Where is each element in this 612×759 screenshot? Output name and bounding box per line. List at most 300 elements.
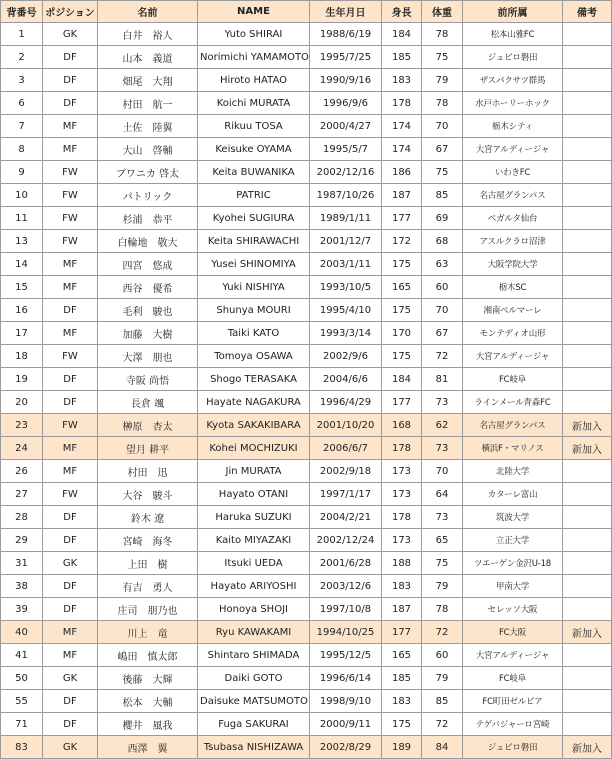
player-birthdate: 2002/8/29 [310,736,382,759]
player-number: 17 [1,322,43,345]
player-note: 新加入 [563,736,612,759]
player-former-club: いわきFC [463,161,563,184]
table-row [1,621,612,644]
player-position: GK [43,552,98,575]
player-height: 188 [382,552,422,575]
player-position: DF [43,299,98,322]
player-name-en: Kaito MIYAZAKI [198,529,310,552]
player-name-jp: 榊原 杏太 [98,414,198,437]
player-birthdate: 2003/12/6 [310,575,382,598]
header-former-club: 前所属 [463,1,563,23]
player-name-en: Yuki NISHIYA [198,276,310,299]
player-number: 41 [1,644,43,667]
player-weight: 73 [422,437,463,460]
player-number: 24 [1,437,43,460]
player-number: 71 [1,713,43,736]
player-height: 186 [382,161,422,184]
player-height: 175 [382,253,422,276]
table-row [1,138,612,161]
player-name-jp: 四宮 悠成 [98,253,198,276]
player-name-en: Norimichi YAMAMOTO [198,46,310,69]
player-name-jp: 山本 義道 [98,46,198,69]
player-weight: 85 [422,690,463,713]
player-height: 173 [382,460,422,483]
table-row [1,644,612,667]
player-name-en: Fuga SAKURAI [198,713,310,736]
table-row [1,23,612,46]
player-height: 178 [382,506,422,529]
player-name-en: Haruka SUZUKI [198,506,310,529]
player-former-club: 大宮アルディージャ [463,138,563,161]
player-birthdate: 2006/6/7 [310,437,382,460]
table-row [1,115,612,138]
player-note [563,391,612,414]
player-note [563,253,612,276]
player-former-club: アスルクラロ沼津 [463,230,563,253]
player-birthdate: 1996/6/14 [310,667,382,690]
table-row [1,437,612,460]
player-birthdate: 2003/1/11 [310,253,382,276]
player-position: DF [43,713,98,736]
player-position: DF [43,46,98,69]
player-former-club: 栃木シティ [463,115,563,138]
player-position: FW [43,161,98,184]
player-former-club: 栃木SC [463,276,563,299]
player-name-jp: 毛利 駿也 [98,299,198,322]
player-height: 175 [382,713,422,736]
player-name-jp: 後藤 大輝 [98,667,198,690]
player-birthdate: 1997/1/17 [310,483,382,506]
player-name-en: Shunya MOURI [198,299,310,322]
player-weight: 78 [422,598,463,621]
player-name-jp: 大谷 駿斗 [98,483,198,506]
player-name-jp: ブワニカ 啓太 [98,161,198,184]
player-former-club: 松本山雅FC [463,23,563,46]
player-weight: 73 [422,506,463,529]
player-position: DF [43,506,98,529]
player-number: 38 [1,575,43,598]
player-weight: 63 [422,253,463,276]
player-position: MF [43,437,98,460]
player-weight: 79 [422,667,463,690]
player-position: DF [43,598,98,621]
player-birthdate: 1989/1/11 [310,207,382,230]
player-note [563,552,612,575]
player-former-club: FC大阪 [463,621,563,644]
table-row [1,690,612,713]
player-position: FW [43,207,98,230]
player-name-en: Honoya SHOJI [198,598,310,621]
player-number: 8 [1,138,43,161]
player-weight: 65 [422,529,463,552]
header-number: 背番号 [1,1,43,23]
player-height: 170 [382,322,422,345]
player-note [563,115,612,138]
player-number: 20 [1,391,43,414]
player-note [563,184,612,207]
player-birthdate: 1997/10/8 [310,598,382,621]
player-height: 183 [382,69,422,92]
player-name-jp: パトリック [98,184,198,207]
player-name-en: Yusei SHINOMIYA [198,253,310,276]
player-name-jp: 土佐 陸翼 [98,115,198,138]
player-name-jp: 有吉 勇人 [98,575,198,598]
player-birthdate: 1993/10/5 [310,276,382,299]
player-height: 165 [382,276,422,299]
table-row [1,299,612,322]
player-note [563,230,612,253]
table-row [1,736,612,759]
player-name-jp: 西澤 翼 [98,736,198,759]
table-row [1,391,612,414]
roster-body [1,23,612,759]
header-weight: 体重 [422,1,463,23]
player-birthdate: 1994/10/25 [310,621,382,644]
player-note [563,368,612,391]
player-name-en: Kohei MOCHIZUKI [198,437,310,460]
player-name-jp: 白井 裕人 [98,23,198,46]
player-name-en: Kyota SAKAKIBARA [198,414,310,437]
player-name-en: Shintaro SHIMADA [198,644,310,667]
player-birthdate: 1993/3/14 [310,322,382,345]
player-name-jp: 庄司 朋乃也 [98,598,198,621]
table-row [1,460,612,483]
player-position: MF [43,644,98,667]
player-weight: 79 [422,69,463,92]
player-note [563,667,612,690]
player-number: 29 [1,529,43,552]
player-note [563,46,612,69]
player-name-jp: 嶋田 慎太郎 [98,644,198,667]
player-former-club: 水戸ホーリーホック [463,92,563,115]
header-note: 備考 [563,1,612,23]
player-weight: 84 [422,736,463,759]
player-number: 10 [1,184,43,207]
player-height: 174 [382,138,422,161]
table-row [1,184,612,207]
player-birthdate: 2000/4/27 [310,115,382,138]
player-number: 13 [1,230,43,253]
player-height: 185 [382,667,422,690]
player-name-jp: 白輪地 敬大 [98,230,198,253]
player-number: 16 [1,299,43,322]
player-number: 15 [1,276,43,299]
player-name-jp: 鈴木 遼 [98,506,198,529]
header-position: ポジション [43,1,98,23]
player-weight: 60 [422,644,463,667]
player-weight: 75 [422,161,463,184]
player-name-jp: 長倉 颯 [98,391,198,414]
player-birthdate: 1987/10/26 [310,184,382,207]
player-height: 172 [382,230,422,253]
player-position: DF [43,391,98,414]
player-former-club: ツエーゲン金沢U-18 [463,552,563,575]
player-weight: 78 [422,23,463,46]
header-name-jp: 名前 [98,1,198,23]
table-row [1,322,612,345]
player-position: FW [43,483,98,506]
player-position: GK [43,23,98,46]
player-name-jp: 上田 樹 [98,552,198,575]
player-note [563,506,612,529]
player-name-en: Shogo TERASAKA [198,368,310,391]
player-position: MF [43,322,98,345]
player-former-club: FC岐阜 [463,368,563,391]
player-former-club: カターレ富山 [463,483,563,506]
player-height: 183 [382,690,422,713]
player-former-club: 立正大学 [463,529,563,552]
player-birthdate: 1995/4/10 [310,299,382,322]
player-name-jp: 大山 啓輔 [98,138,198,161]
player-height: 185 [382,46,422,69]
player-name-en: Yuto SHIRAI [198,23,310,46]
table-row [1,414,612,437]
table-row [1,276,612,299]
player-weight: 85 [422,184,463,207]
player-birthdate: 1995/7/25 [310,46,382,69]
player-weight: 70 [422,115,463,138]
player-birthdate: 1998/9/10 [310,690,382,713]
player-name-en: Hayato ARIYOSHI [198,575,310,598]
player-position: FW [43,414,98,437]
player-position: DF [43,575,98,598]
player-number: 7 [1,115,43,138]
player-height: 189 [382,736,422,759]
header-row [1,1,612,23]
player-weight: 64 [422,483,463,506]
player-height: 177 [382,391,422,414]
table-row [1,253,612,276]
player-weight: 75 [422,552,463,575]
player-birthdate: 2001/10/20 [310,414,382,437]
player-number: 14 [1,253,43,276]
table-row [1,207,612,230]
player-former-club: モンテディオ山形 [463,322,563,345]
player-name-en: Kyohei SUGIURA [198,207,310,230]
player-height: 165 [382,644,422,667]
player-height: 173 [382,483,422,506]
player-height: 177 [382,207,422,230]
player-note [563,23,612,46]
player-former-club: 大宮アルディージャ [463,345,563,368]
player-height: 178 [382,437,422,460]
player-name-en: Daiki GOTO [198,667,310,690]
player-position: MF [43,253,98,276]
player-name-en: Rikuu TOSA [198,115,310,138]
player-name-en: Taiki KATO [198,322,310,345]
player-birthdate: 2000/9/11 [310,713,382,736]
player-number: 39 [1,598,43,621]
player-weight: 70 [422,299,463,322]
player-number: 50 [1,667,43,690]
player-note [563,92,612,115]
player-weight: 72 [422,345,463,368]
player-note [563,69,612,92]
player-name-en: Hayato OTANI [198,483,310,506]
table-row [1,552,612,575]
player-height: 178 [382,92,422,115]
player-number: 11 [1,207,43,230]
player-weight: 70 [422,460,463,483]
player-birthdate: 2001/6/28 [310,552,382,575]
player-former-club: ザスパクサツ群馬 [463,69,563,92]
player-name-en: Tsubasa NISHIZAWA [198,736,310,759]
player-former-club: FC岐阜 [463,667,563,690]
player-number: 55 [1,690,43,713]
table-row [1,529,612,552]
player-birthdate: 2002/12/16 [310,161,382,184]
player-former-club: 大宮アルディージャ [463,644,563,667]
player-position: MF [43,138,98,161]
player-height: 183 [382,575,422,598]
table-row [1,69,612,92]
player-number: 2 [1,46,43,69]
player-former-club: 大阪学院大学 [463,253,563,276]
player-former-club: 名古屋グランパス [463,414,563,437]
player-weight: 79 [422,575,463,598]
player-number: 3 [1,69,43,92]
player-former-club: 湘南ベルマーレ [463,299,563,322]
player-number: 27 [1,483,43,506]
player-name-jp: 西谷 優希 [98,276,198,299]
table-row [1,598,612,621]
player-name-en: Keita SHIRAWACHI [198,230,310,253]
player-birthdate: 2004/6/6 [310,368,382,391]
table-row [1,92,612,115]
player-number: 18 [1,345,43,368]
player-note: 新加入 [563,437,612,460]
player-name-jp: 松本 大輔 [98,690,198,713]
player-position: MF [43,115,98,138]
player-position: GK [43,667,98,690]
player-number: 6 [1,92,43,115]
header-birthdate: 生年月日 [310,1,382,23]
table-row [1,368,612,391]
player-note [563,529,612,552]
player-height: 168 [382,414,422,437]
player-name-jp: 川上 竜 [98,621,198,644]
player-weight: 72 [422,713,463,736]
player-weight: 81 [422,368,463,391]
player-name-en: Itsuki UEDA [198,552,310,575]
player-birthdate: 2002/9/18 [310,460,382,483]
player-note [563,483,612,506]
player-note: 新加入 [563,621,612,644]
player-name-jp: 村田 航一 [98,92,198,115]
player-name-jp: 宮崎 海冬 [98,529,198,552]
table-row [1,667,612,690]
player-weight: 62 [422,414,463,437]
player-former-club: セレッソ大阪 [463,598,563,621]
player-weight: 75 [422,46,463,69]
player-name-en: Keita BUWANIKA [198,161,310,184]
player-position: DF [43,529,98,552]
player-note [563,299,612,322]
player-position: GK [43,736,98,759]
player-position: MF [43,276,98,299]
player-number: 26 [1,460,43,483]
header-name-en: NAME [198,1,310,23]
player-note [563,598,612,621]
player-number: 23 [1,414,43,437]
player-weight: 68 [422,230,463,253]
table-row [1,506,612,529]
player-height: 184 [382,23,422,46]
player-height: 184 [382,368,422,391]
player-name-en: Hayate NAGAKURA [198,391,310,414]
player-position: MF [43,460,98,483]
player-position: DF [43,690,98,713]
player-note [563,345,612,368]
player-number: 31 [1,552,43,575]
player-height: 187 [382,184,422,207]
player-name-en: Koichi MURATA [198,92,310,115]
player-position: FW [43,345,98,368]
table-row [1,345,612,368]
header-height: 身長 [382,1,422,23]
player-former-club: 甲南大学 [463,575,563,598]
player-former-club: FC町田ゼルビア [463,690,563,713]
player-name-jp: 畑尾 大翔 [98,69,198,92]
player-name-en: Tomoya OSAWA [198,345,310,368]
player-note [563,207,612,230]
player-former-club: 名古屋グランパス [463,184,563,207]
player-note [563,460,612,483]
player-height: 175 [382,345,422,368]
player-note [563,322,612,345]
player-note [563,575,612,598]
player-weight: 67 [422,138,463,161]
player-weight: 67 [422,322,463,345]
player-birthdate: 2004/2/21 [310,506,382,529]
player-birthdate: 1995/12/5 [310,644,382,667]
player-former-club: 横浜F・マリノス [463,437,563,460]
player-number: 83 [1,736,43,759]
player-birthdate: 1996/9/6 [310,92,382,115]
player-name-jp: 大澤 朋也 [98,345,198,368]
player-weight: 72 [422,621,463,644]
player-height: 174 [382,115,422,138]
player-former-club: テゲバジャーロ宮崎 [463,713,563,736]
player-position: MF [43,621,98,644]
player-former-club: 北陸大学 [463,460,563,483]
player-height: 173 [382,529,422,552]
player-note [563,644,612,667]
player-name-en: Ryu KAWAKAMI [198,621,310,644]
player-height: 187 [382,598,422,621]
player-name-en: Daisuke MATSUMOTO [198,690,310,713]
player-former-club: 筑波大学 [463,506,563,529]
player-birthdate: 1996/4/29 [310,391,382,414]
player-name-jp: 櫻井 風我 [98,713,198,736]
player-note [563,690,612,713]
player-name-en: Keisuke OYAMA [198,138,310,161]
table-row [1,161,612,184]
player-position: FW [43,184,98,207]
player-height: 177 [382,621,422,644]
player-number: 19 [1,368,43,391]
player-note [563,138,612,161]
player-number: 28 [1,506,43,529]
player-former-club: ジュビロ磐田 [463,46,563,69]
player-weight: 69 [422,207,463,230]
player-weight: 78 [422,92,463,115]
player-note: 新加入 [563,414,612,437]
player-birthdate: 2002/9/6 [310,345,382,368]
player-former-club: ラインメール青森FC [463,391,563,414]
player-name-jp: 加藤 大樹 [98,322,198,345]
player-name-jp: 望月 耕平 [98,437,198,460]
